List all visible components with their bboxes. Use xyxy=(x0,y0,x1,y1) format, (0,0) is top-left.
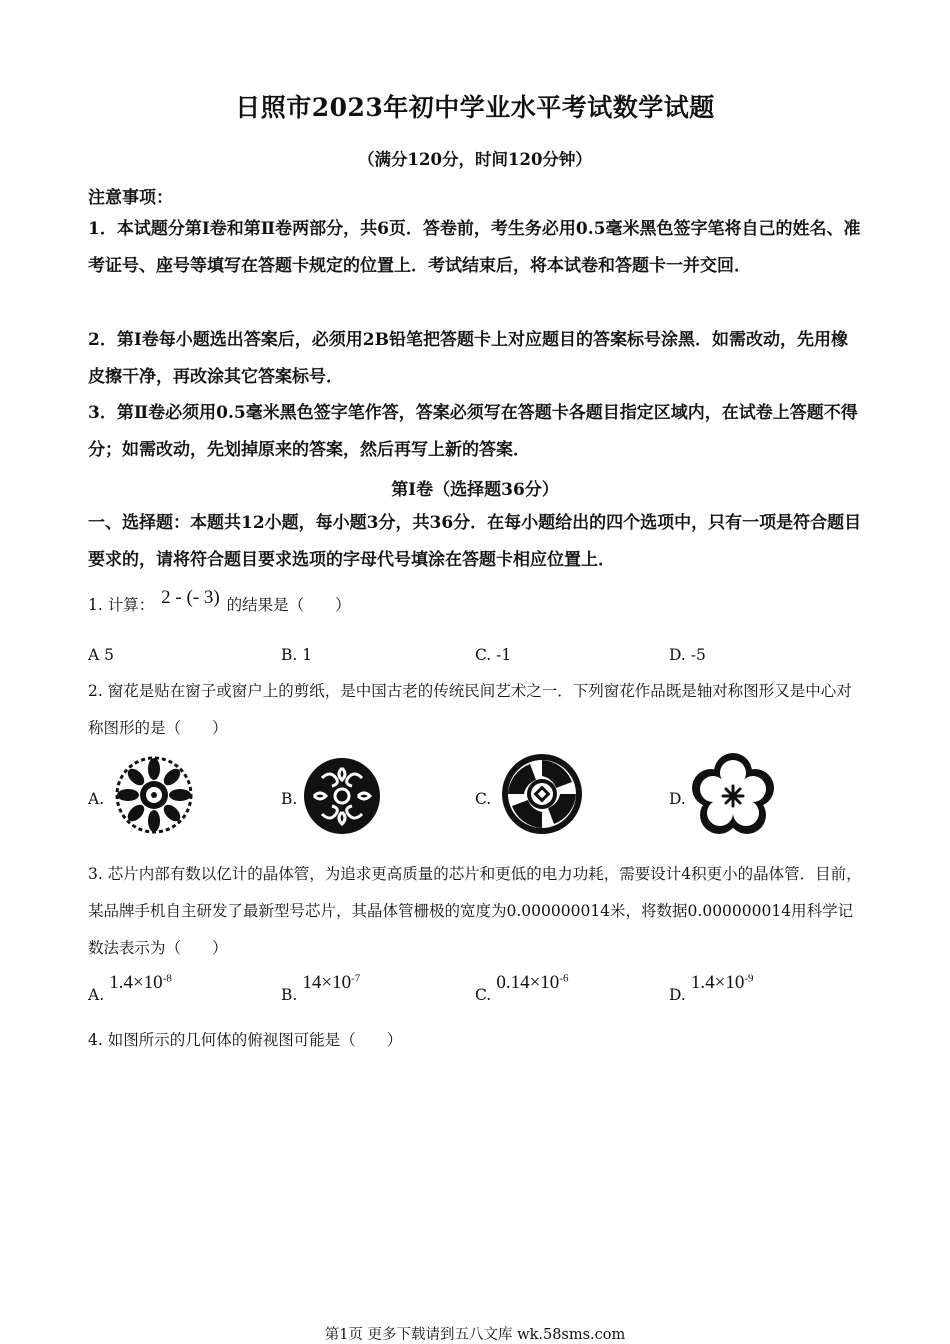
q3-option-a-label: A. xyxy=(88,986,105,1004)
q3-option-b xyxy=(281,972,361,1004)
q1-option-c: C. -1 xyxy=(475,646,512,664)
q3-option-d-exponent: -9 xyxy=(744,972,754,985)
q3-option-d-base: 1.4×10 xyxy=(690,972,745,993)
question-1-prefix: 1. 计算： xyxy=(88,596,155,614)
q3-option-a-base: 1.4×10 xyxy=(109,972,163,993)
q3-option-c-base: 0.14×10 xyxy=(496,972,560,993)
question-4: 4. 如图所示的几何体的俯视图可能是（ ） xyxy=(88,1031,403,1049)
q3-option-b-exponent: -7 xyxy=(351,972,361,985)
section-title: 第Ⅰ卷（选择题36分） xyxy=(391,480,559,500)
page-title: 日照市2023年初中学业水平考试数学试题 xyxy=(235,93,715,122)
q3-option-c xyxy=(475,972,569,1004)
q2-option-b: B. xyxy=(281,790,298,808)
question-1-expression: 2 - (- 3) xyxy=(161,587,220,608)
q3-option-b-base: 14×10 xyxy=(302,972,352,993)
q3-option-c-exponent: -6 xyxy=(559,972,569,985)
exam-subtitle: （满分120分，时间120分钟） xyxy=(358,150,592,169)
q1-option-b: B. 1 xyxy=(281,646,313,664)
notice-item-3: 3．第Ⅱ卷必须用0.5毫米黑色签字笔作答，答案必须写在答题卡各题目指定区域内，在试卷上答题不得分；如需改动，先划掉原来的答案，然后再写上新的答案． xyxy=(88,403,858,460)
plum-blossom-papercut-icon xyxy=(690,752,776,838)
question-3: 3. 芯片内部有数以亿计的晶体管，为追求更高质量的芯片和更低的电力功耗，需要设计4积更小的晶体管．目前，某品牌手机自主研发了最新型号芯片，其晶体管栅极的宽度为0.000000014米，将数据0.000000014用科学记数法表示为（ ） xyxy=(88,865,862,957)
q3-option-d-label: D. xyxy=(669,986,686,1004)
question-1-suffix: 的结果是（ ） xyxy=(226,596,351,614)
q3-option-a xyxy=(88,972,172,1004)
q2-option-d: D. xyxy=(669,790,686,808)
q2-option-c: C. xyxy=(475,790,492,808)
medallion-papercut-icon xyxy=(500,752,584,836)
q3-option-c-label: C. xyxy=(475,986,492,1004)
notice-item-2: 2．第Ⅰ卷每小题选出答案后，必须用2B铅笔把答题卡上对应题目的答案标号涂黑．如需改动，先用橡皮擦干净，再改涂其它答案标号． xyxy=(88,330,848,387)
q3-option-b-label: B. xyxy=(281,986,298,1004)
flower-papercut-icon xyxy=(114,755,194,835)
question-2: 2. 窗花是贴在窗子或窗户上的剪纸，是中国古老的传统民间艺术之一．下列窗花作品既是轴对称图形又是中心对称图形的是（ ） xyxy=(88,682,852,737)
q1-option-a: A 5 xyxy=(88,646,114,664)
q2-option-a: A. xyxy=(88,790,105,808)
page-footer: 第1页 更多下载请到五八文库 wk.58sms.com xyxy=(324,1327,626,1343)
section-intro: 一、选择题：本题共12小题，每小题3分，共36分．在每小题给出的四个选项中，只有一项是符合题目要求的，请将符合题目要求选项的字母代号填涂在答题卡相应位置上． xyxy=(88,513,862,570)
swirl-papercut-icon xyxy=(302,756,382,836)
notice-heading: 注意事项： xyxy=(88,188,173,208)
q3-option-a-exponent: -8 xyxy=(162,972,172,985)
q3-option-d xyxy=(669,972,754,1004)
q1-option-d: D. -5 xyxy=(669,646,706,664)
notice-item-1: 1．本试题分第Ⅰ卷和第Ⅱ卷两部分，共6页．答卷前，考生务必用0.5毫米黑色签字笔将自己的姓名、准考证号、座号等填写在答题卡规定的位置上．考试结束后，将本试卷和答题卡一并交回． xyxy=(88,219,861,276)
question-1 xyxy=(88,587,863,620)
